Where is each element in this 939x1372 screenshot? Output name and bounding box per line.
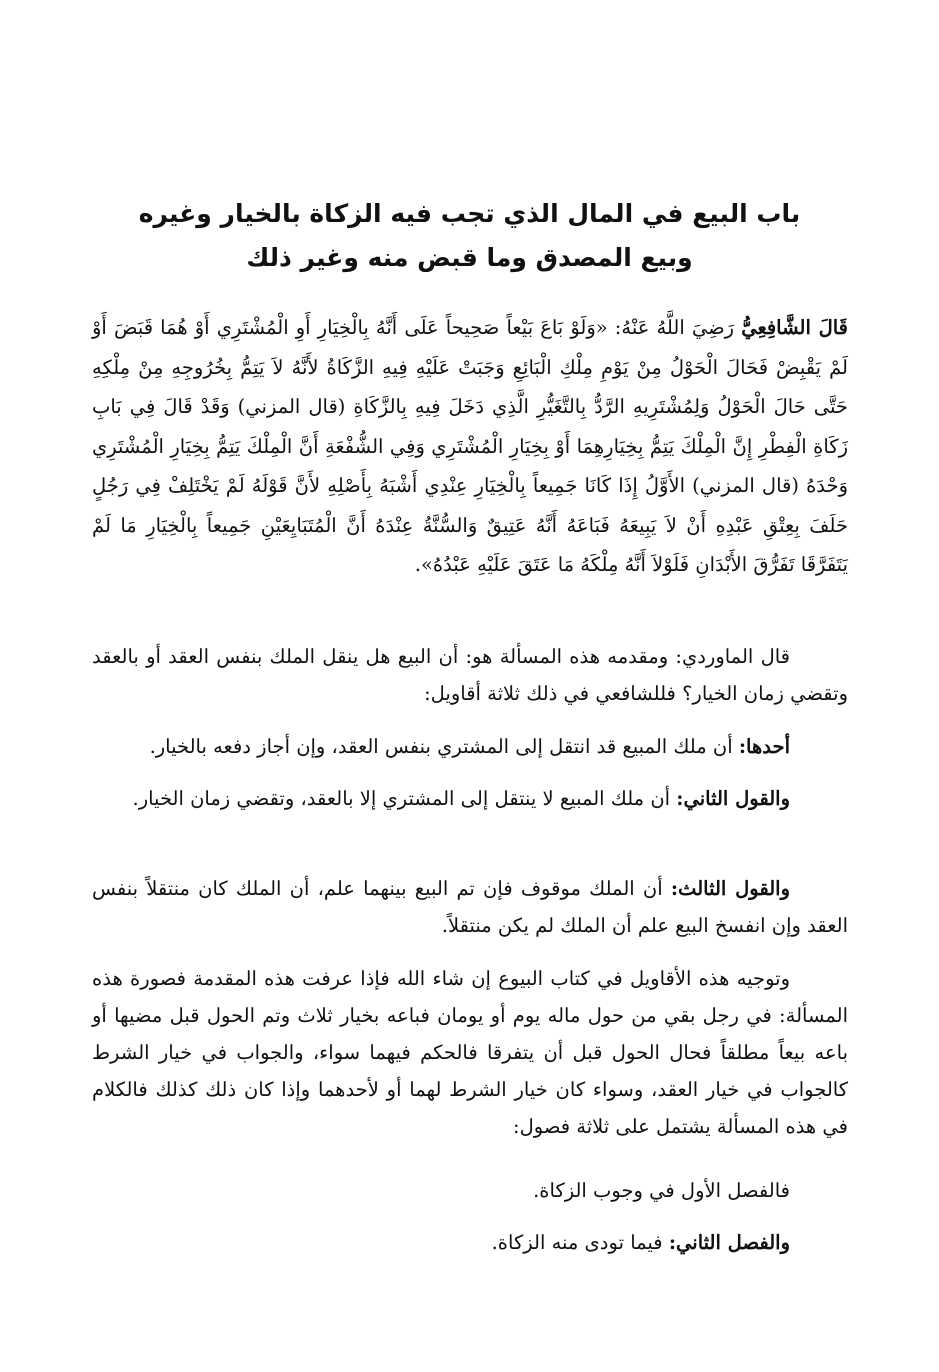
paragraph-text: فالفصل الأول في وجوب الزكاة. (533, 1179, 790, 1202)
paragraph-text: أن الملك موقوف فإن تم البيع بينهما علم، أن الملك كان منتقلاً بنفس العقد وإن انفسخ البيع علم أن الملك لم يكن منتقلاً. (92, 877, 848, 937)
chapter-section-first (92, 1172, 848, 1209)
paragraph-lead: والقول الثالث: (670, 877, 790, 900)
matn-text: رَضِيَ اللَّهُ عَنْهُ: «وَلَوْ بَاعَ بَيْعاً صَحِيحاً عَلَى أَنَّهُ بِالْخِيَارِ أَوِ الْمُشْتَرِي أَوْ هُمَا قَبَضَ أَوْ لَمْ يَقْبِضْ فَحَالَ الْحَوْلُ مِنْ يَوْمِ مِلْكِ الْبَائِعِ وَجَبَتْ عَلَيْهِ فِيهِ الزَّكَاةُ لأَنَّهُ لاَ يَتِمُّ بِخُرُوجِهِ مِنْ مِلْكِهِ حَتَّى حَالَ الْحَوْلُ وَلِمُشْتَرِيهِ الرَّدُّ بِالتَّغَيُّرِ الَّذِي دَخَلَ فِيهِ بِالزَّكَاةِ (قال المزني) وَقَدْ قَالَ فِي بَابِ زَكَاةِ الْفِطْرِ إِنَّ الْمِلْكَ يَتِمُّ بِخِيَارِهِمَا أَوْ بِخِيَارِ الْمُشْتَرِي وَفِي الشُّفْعَةِ أَنَّ الْمِلْكَ يَتِمُّ بِخِيَارِ الْمُشْتَرِي وَحْدَهُ (قال المزني) الأَوَّلُ إِذَا كَانَا جَمِيعاً بِالْخِيَارِ عِنْدِي أَشْبَهُ بِأَصْلِهِ لأَنَّ قَوْلَهُ لَمْ يَخْتَلِفْ فِي رَجُلٍ حَلَفَ بِعِتْقِ عَبْدِهِ أَنْ لاَ يَبِيعَهُ فَبَاعَهُ أَنَّهُ عَتِيقٌ وَالسُّنَّةُ عِنْدَهُ أَنَّ الْمُتَبَايِعَيْنِ جَمِيعاً بِالْخِيَارِ مَا لَمْ يَتَفَرَّقَا تَفَرُّقَ الأَبْدَانِ فَلَوْلاَ أَنَّهُ مِلْكَهُ مَا عَتَقَ عَلَيْهِ عَبْدُهُ». (92, 316, 848, 576)
paragraph-lead: والفصل الثاني: (668, 1231, 790, 1254)
chapter-section-second (92, 1224, 848, 1261)
chapter-title-line-1: باب البيع في المال الذي تجب فيه الزكاة بالخيار وغيره (138, 199, 801, 228)
paragraph-text: وتوجيه هذه الأقاويل في كتاب البيوع إن شاء الله فإذا عرفت هذه المقدمة فصورة هذه المسألة: في رجل بقي من حول ماله يوم أو يومان فباعه بخيار ثلاث وتم الحول قبل مضيها أو باعه بيعاً مطلقاً فحال الحول قبل أن يتفرقا فالحكم فيهما سواء، والجواب في خيار الشرط كالجواب في خيار العقد، وسواء كان خيار الشرط لهما أو لأحدهما وإذا كان ذلك كذلك فالكلام في هذه المسألة يشتمل على ثلاثة فصول: (92, 967, 848, 1138)
quoted-matn-paragraph (92, 308, 848, 585)
paragraph-lead: أحدها: (738, 735, 790, 758)
paragraph-text: أن ملك المبيع لا ينتقل إلى المشتري إلا بالعقد، وتقضي زمان الخيار. (132, 787, 677, 810)
opinion-third-paragraph (92, 870, 848, 944)
paragraph-text: قال الماوردي: ومقدمه هذه المسألة هو: أن البيع هل ينقل الملك بنفس العقد أو بالعقد وتقضي زمان الخيار؟ فللشافعي في ذلك ثلاثة أقاويل: (92, 645, 848, 705)
matn-speaker: قَالَ الشَّافِعِيُّ (741, 316, 848, 339)
paragraph-text: أن ملك المبيع قد انتقل إلى المشتري بنفس العقد، وإن أجاز دفعه بالخيار. (149, 735, 739, 758)
paragraph-lead: والقول الثاني: (676, 787, 790, 810)
opinion-second-paragraph (92, 780, 848, 817)
chapter-title (60, 192, 879, 280)
paragraph-text: فيما تودى منه الزكاة. (491, 1231, 669, 1254)
chapter-title-line-2: وبيع المصدق وما قبض منه وغير ذلك (246, 243, 693, 272)
explanation-paragraph (92, 960, 848, 1145)
opinion-first-paragraph (92, 728, 848, 765)
commentary-paragraph-mawardi (92, 638, 848, 712)
